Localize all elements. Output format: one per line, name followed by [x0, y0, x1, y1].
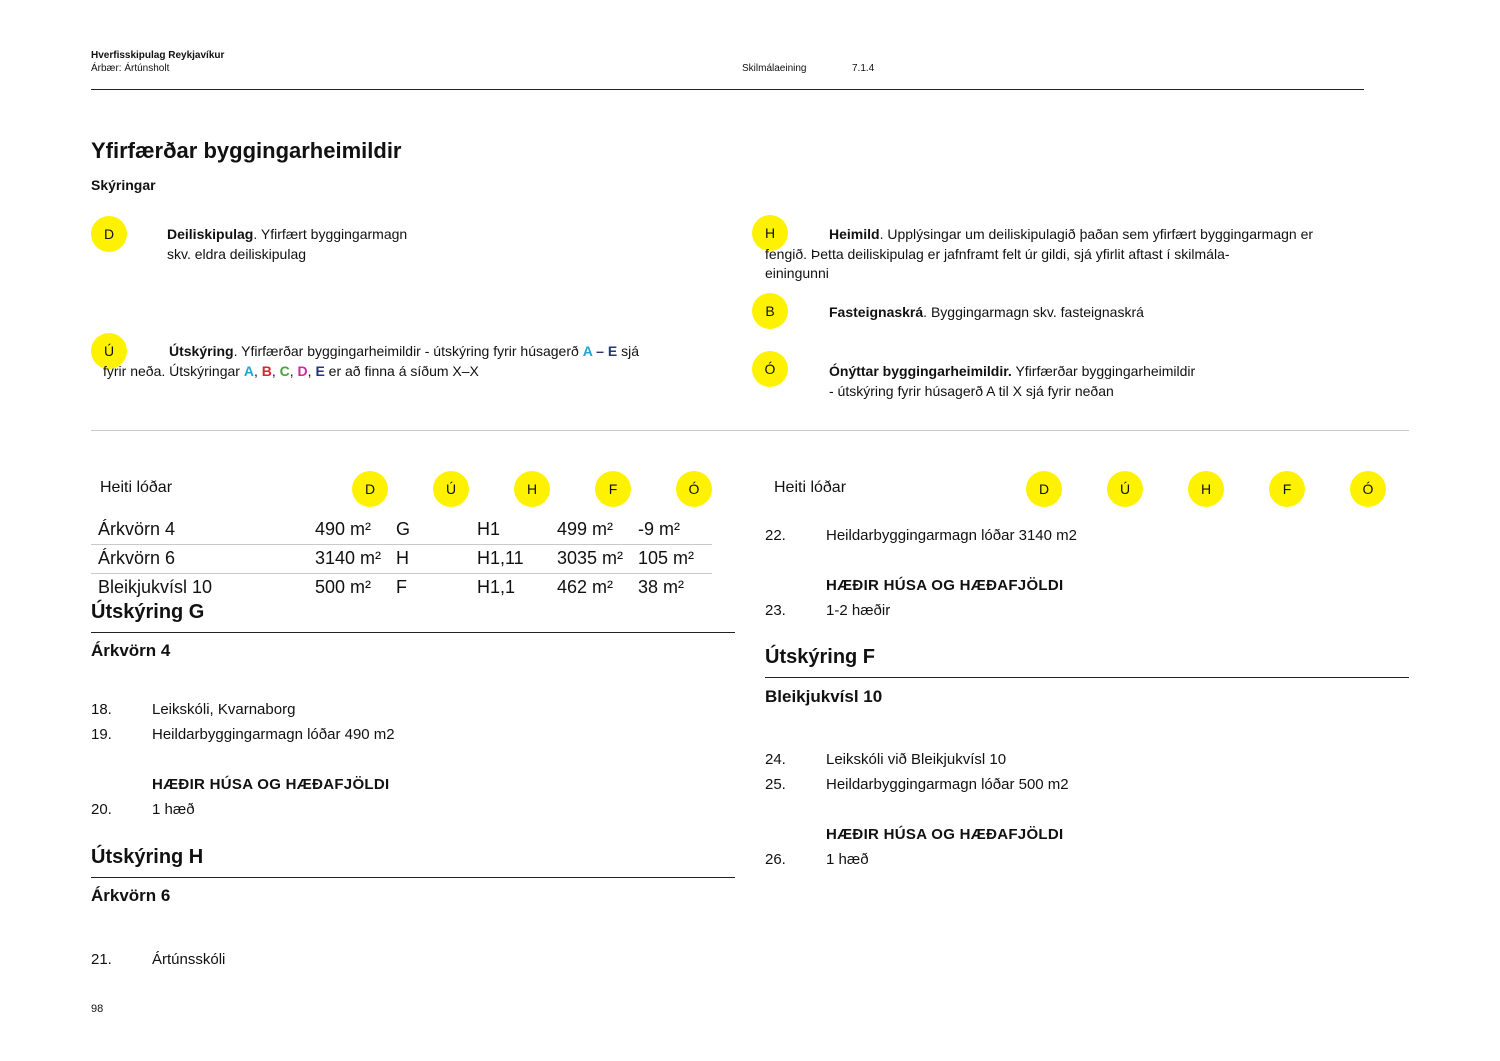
legend-badge-o: Ó	[752, 351, 788, 387]
header-org: Hverfisskipulag Reykjavíkur	[91, 50, 225, 61]
section-h-subtitle: Árkvörn 6	[91, 886, 171, 905]
page-number: 98	[91, 1003, 104, 1015]
list-item-number: 24.	[765, 751, 786, 768]
list-item-number: 21.	[91, 951, 112, 968]
list-item-number: 22.	[765, 527, 786, 544]
list-item-number: 19.	[91, 726, 112, 743]
header-divider	[91, 89, 1364, 90]
legend-text-d: Deiliskipulag. Yfirfært byggingarmagn skv. eldra deiliskipulag	[167, 226, 408, 262]
section-g-title: Útskýring G	[91, 601, 205, 623]
list-item: Leikskóli, Kvarnaborg	[152, 701, 296, 718]
section-h-title: Útskýring H	[91, 846, 204, 868]
legend-badge-h: H	[752, 215, 788, 251]
table-row-divider	[91, 544, 712, 545]
section-f-divider	[765, 677, 1409, 678]
legend-divider	[91, 430, 1409, 431]
page-title: Yfirfærðar byggingarheimildir	[91, 138, 402, 163]
section-g-divider	[91, 632, 735, 633]
list-item: Heildarbyggingarmagn lóðar 490 m2	[152, 726, 395, 743]
table-right-col-o: Ó	[1350, 471, 1386, 507]
legend-badge-u: Ú	[91, 333, 127, 369]
table-left-heading: Heiti lóðar	[100, 479, 173, 496]
legend-text-h-line3: einingunni	[765, 265, 829, 281]
list-item-number: 18.	[91, 701, 112, 718]
list-item: 1-2 hæðir	[826, 602, 891, 619]
table-left-col-f: F	[595, 471, 631, 507]
legend-text-h-line2: fengið. Þetta deiliskipulag er jafnframt felt úr gildi, sjá yfirlit aftast í skilmála-	[765, 246, 1230, 262]
section-h-divider	[91, 877, 735, 878]
list-item-number: 26.	[765, 851, 786, 868]
list-item: 1 hæð	[826, 851, 869, 868]
list-item: Ártúnsskóli	[152, 951, 226, 968]
list-item: Heildarbyggingarmagn lóðar 500 m2	[826, 776, 1069, 793]
header-section-number: 7.1.4	[852, 63, 875, 74]
table-left-col-o: Ó	[676, 471, 712, 507]
legend-text-b: Fasteignaskrá. Byggingarmagn skv. fasteignaskrá	[829, 304, 1144, 320]
table-left-col-d: D	[352, 471, 388, 507]
section-f-caps-heading: HÆÐIR HÚSA OG HÆÐAFJÖLDI	[826, 826, 1064, 843]
table-right-col-d: D	[1026, 471, 1062, 507]
list-item-number: 20.	[91, 801, 112, 818]
section-f-title: Útskýring F	[765, 646, 876, 668]
section-g-subtitle: Árkvörn 4	[91, 641, 171, 660]
table-right-heading: Heiti lóðar	[774, 479, 847, 496]
table-left-col-u: Ú	[433, 471, 469, 507]
list-item-number: 23.	[765, 602, 786, 619]
legend-text-u: Útskýring. Yfirfærðar byggingarheimildir - útskýring fyrir húsagerð A – E sjá	[169, 343, 639, 359]
legend-badge-b: B	[752, 293, 788, 329]
table-right-col-u: Ú	[1107, 471, 1143, 507]
legend-text-h: Heimild. Upplýsingar um deiliskipulagið þaðan sem yfirfært byggingarmagn er	[829, 226, 1314, 242]
section-g-caps-heading: HÆÐIR HÚSA OG HÆÐAFJÖLDI	[152, 776, 390, 793]
header-area: Árbær: Ártúnsholt	[91, 63, 170, 74]
legend-badge-d: D	[91, 216, 127, 252]
legend-heading: Skýringar	[91, 177, 156, 193]
list-item-number: 25.	[765, 776, 786, 793]
list-item: 1 hæð	[152, 801, 195, 818]
list-item: Leikskóli við Bleikjukvísl 10	[826, 751, 1007, 768]
section-f-subtitle: Bleikjukvísl 10	[765, 687, 883, 706]
table-left-col-h: H	[514, 471, 550, 507]
table-row-divider	[91, 573, 712, 574]
table-right-col-h: H	[1188, 471, 1224, 507]
legend-text-u-line2: fyrir neða. Útskýringar A, B, C, D, E er að finna á síðum X–X	[103, 363, 479, 379]
section-h-caps-heading: HÆÐIR HÚSA OG HÆÐAFJÖLDI	[826, 577, 1064, 594]
legend-text-o: Ónýttar byggingarheimildir. Yfirfærðar byggingarheimildir - útskýring fyrir húsagerð A til X sjá fyrir neðan	[829, 363, 1196, 399]
list-item: Heildarbyggingarmagn lóðar 3140 m2	[826, 527, 1077, 544]
table-right-col-f: F	[1269, 471, 1305, 507]
header-section: Skilmálaeining	[742, 63, 807, 74]
